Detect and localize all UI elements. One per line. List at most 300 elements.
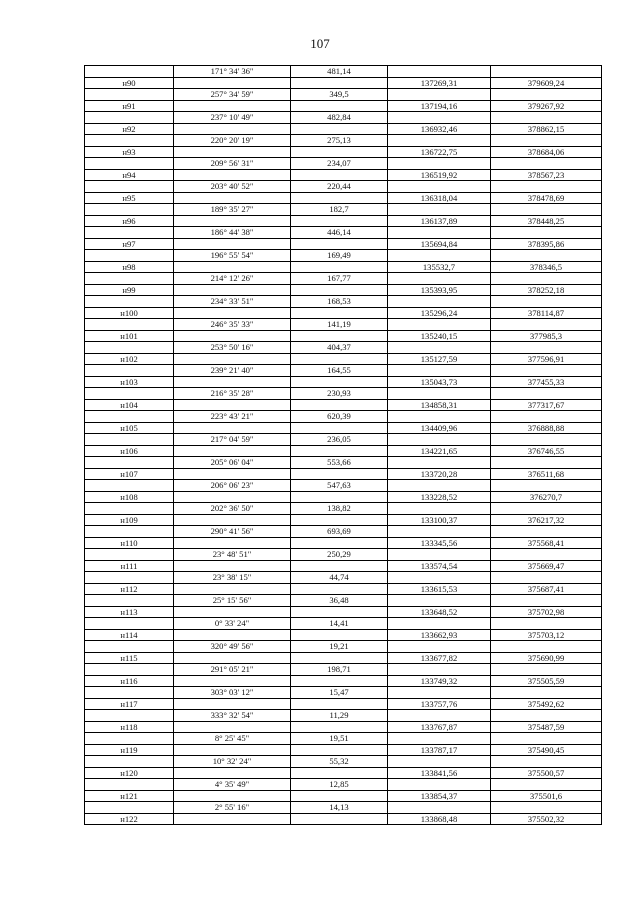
distance-cell: 482,84: [291, 112, 388, 124]
x-coordinate-cell: 133854,37: [388, 790, 491, 802]
point-row: [85, 629, 602, 641]
x-coordinate-cell: 135240,15: [388, 330, 491, 342]
distance-cell: [291, 721, 388, 733]
distance-cell: 230,93: [291, 388, 388, 400]
distance-cell: [291, 77, 388, 89]
angle-cell: [174, 307, 291, 319]
point-name-cell: н110: [85, 537, 174, 549]
segment-row: [85, 457, 602, 469]
point-row: [85, 192, 602, 204]
angle-cell: [174, 537, 291, 549]
point-row: [85, 376, 602, 388]
distance-cell: [291, 491, 388, 503]
y-coordinate-cell: 375703,12: [491, 629, 602, 641]
y-coordinate-cell: [491, 733, 602, 745]
angle-cell: 25° 15' 56": [174, 595, 291, 607]
x-coordinate-cell: [388, 411, 491, 423]
x-coordinate-cell: 133574,54: [388, 560, 491, 572]
point-name-cell: [85, 365, 174, 377]
segment-row: [85, 618, 602, 630]
angle-cell: [174, 468, 291, 480]
distance-cell: 141,19: [291, 319, 388, 331]
y-coordinate-cell: 378478,69: [491, 192, 602, 204]
x-coordinate-cell: 133345,56: [388, 537, 491, 549]
point-name-cell: н106: [85, 445, 174, 457]
distance-cell: [291, 123, 388, 135]
point-row: [85, 422, 602, 434]
point-row: [85, 100, 602, 112]
point-row: [85, 238, 602, 250]
y-coordinate-cell: [491, 779, 602, 791]
x-coordinate-cell: 133767,87: [388, 721, 491, 733]
y-coordinate-cell: 375505,59: [491, 675, 602, 687]
point-name-cell: н93: [85, 146, 174, 158]
distance-cell: [291, 330, 388, 342]
y-coordinate-cell: 376746,55: [491, 445, 602, 457]
y-coordinate-cell: 375502,32: [491, 813, 602, 825]
angle-cell: 203° 40' 52": [174, 181, 291, 193]
x-coordinate-cell: [388, 756, 491, 768]
x-coordinate-cell: [388, 664, 491, 676]
point-row: [85, 353, 602, 365]
x-coordinate-cell: [388, 503, 491, 515]
angle-cell: [174, 353, 291, 365]
y-coordinate-cell: 375568,41: [491, 537, 602, 549]
x-coordinate-cell: [388, 687, 491, 699]
distance-cell: 12,85: [291, 779, 388, 791]
angle-cell: 217° 04' 59": [174, 434, 291, 446]
angle-cell: 189° 35' 27": [174, 204, 291, 216]
point-name-cell: н116: [85, 675, 174, 687]
point-name-cell: [85, 388, 174, 400]
distance-cell: [291, 307, 388, 319]
point-name-cell: н99: [85, 284, 174, 296]
point-name-cell: н109: [85, 514, 174, 526]
angle-cell: 202° 36' 50": [174, 503, 291, 515]
y-coordinate-cell: [491, 595, 602, 607]
distance-cell: 220,44: [291, 181, 388, 193]
point-row: [85, 514, 602, 526]
point-row: [85, 284, 602, 296]
y-coordinate-cell: 377985,3: [491, 330, 602, 342]
distance-cell: [291, 514, 388, 526]
distance-cell: [291, 192, 388, 204]
point-name-cell: [85, 457, 174, 469]
point-row: [85, 721, 602, 733]
segment-row: [85, 89, 602, 101]
point-row: [85, 123, 602, 135]
distance-cell: [291, 606, 388, 618]
segment-row: [85, 388, 602, 400]
distance-cell: 14,41: [291, 618, 388, 630]
point-name-cell: н115: [85, 652, 174, 664]
angle-cell: [174, 675, 291, 687]
distance-cell: 19,51: [291, 733, 388, 745]
x-coordinate-cell: 135393,95: [388, 284, 491, 296]
point-row: [85, 813, 602, 825]
segment-row: [85, 572, 602, 584]
y-coordinate-cell: 378567,23: [491, 169, 602, 181]
point-name-cell: н122: [85, 813, 174, 825]
x-coordinate-cell: [388, 227, 491, 239]
y-coordinate-cell: 377596,91: [491, 353, 602, 365]
point-row: [85, 790, 602, 802]
point-row: [85, 537, 602, 549]
angle-cell: 234° 33' 51": [174, 296, 291, 308]
distance-cell: 15,47: [291, 687, 388, 699]
distance-cell: [291, 353, 388, 365]
x-coordinate-cell: 134858,31: [388, 399, 491, 411]
point-name-cell: [85, 434, 174, 446]
x-coordinate-cell: 135043,73: [388, 376, 491, 388]
distance-cell: 275,13: [291, 135, 388, 147]
segment-row: [85, 204, 602, 216]
distance-cell: [291, 238, 388, 250]
x-coordinate-cell: [388, 250, 491, 262]
point-name-cell: [85, 641, 174, 653]
x-coordinate-cell: 133100,37: [388, 514, 491, 526]
distance-cell: 693,69: [291, 526, 388, 538]
distance-cell: [291, 376, 388, 388]
point-name-cell: [85, 549, 174, 561]
angle-cell: 196° 55' 54": [174, 250, 291, 262]
x-coordinate-cell: 135694,84: [388, 238, 491, 250]
point-name-cell: [85, 227, 174, 239]
x-coordinate-cell: [388, 480, 491, 492]
angle-cell: [174, 652, 291, 664]
y-coordinate-cell: [491, 204, 602, 216]
angle-cell: 171° 34' 36": [174, 66, 291, 78]
point-row: [85, 744, 602, 756]
y-coordinate-cell: [491, 342, 602, 354]
x-coordinate-cell: 133757,76: [388, 698, 491, 710]
distance-cell: [291, 399, 388, 411]
point-name-cell: н96: [85, 215, 174, 227]
coordinates-table-body: [85, 66, 602, 825]
y-coordinate-cell: 377317,67: [491, 399, 602, 411]
x-coordinate-cell: 133662,93: [388, 629, 491, 641]
distance-cell: 169,49: [291, 250, 388, 262]
point-row: [85, 146, 602, 158]
segment-row: [85, 503, 602, 515]
point-name-cell: [85, 710, 174, 722]
y-coordinate-cell: [491, 112, 602, 124]
distance-cell: [291, 100, 388, 112]
distance-cell: 19,21: [291, 641, 388, 653]
y-coordinate-cell: [491, 411, 602, 423]
y-coordinate-cell: 375702,98: [491, 606, 602, 618]
x-coordinate-cell: [388, 296, 491, 308]
point-name-cell: [85, 411, 174, 423]
distance-cell: 198,71: [291, 664, 388, 676]
point-row: [85, 330, 602, 342]
y-coordinate-cell: [491, 319, 602, 331]
angle-cell: 23° 38' 15": [174, 572, 291, 584]
angle-cell: 290° 41' 56": [174, 526, 291, 538]
segment-row: [85, 227, 602, 239]
angle-cell: [174, 790, 291, 802]
point-name-cell: н101: [85, 330, 174, 342]
distance-cell: 168,53: [291, 296, 388, 308]
angle-cell: [174, 813, 291, 825]
angle-cell: [174, 445, 291, 457]
x-coordinate-cell: 134409,96: [388, 422, 491, 434]
x-coordinate-cell: [388, 641, 491, 653]
distance-cell: [291, 146, 388, 158]
y-coordinate-cell: 375501,6: [491, 790, 602, 802]
point-row: [85, 491, 602, 503]
point-row: [85, 583, 602, 595]
y-coordinate-cell: 377455,33: [491, 376, 602, 388]
point-name-cell: н114: [85, 629, 174, 641]
point-name-cell: н98: [85, 261, 174, 273]
distance-cell: 620,39: [291, 411, 388, 423]
segment-row: [85, 250, 602, 262]
point-name-cell: н111: [85, 560, 174, 572]
point-row: [85, 261, 602, 273]
point-name-cell: [85, 618, 174, 630]
x-coordinate-cell: [388, 434, 491, 446]
angle-cell: [174, 123, 291, 135]
y-coordinate-cell: [491, 434, 602, 446]
angle-cell: 23° 48' 51": [174, 549, 291, 561]
x-coordinate-cell: [388, 112, 491, 124]
x-coordinate-cell: 137194,16: [388, 100, 491, 112]
x-coordinate-cell: [388, 365, 491, 377]
point-name-cell: [85, 756, 174, 768]
segment-row: [85, 434, 602, 446]
y-coordinate-cell: [491, 503, 602, 515]
angle-cell: [174, 192, 291, 204]
y-coordinate-cell: 375500,57: [491, 767, 602, 779]
y-coordinate-cell: 378114,87: [491, 307, 602, 319]
point-row: [85, 698, 602, 710]
point-name-cell: [85, 342, 174, 354]
angle-cell: [174, 376, 291, 388]
distance-cell: 446,14: [291, 227, 388, 239]
point-name-cell: [85, 480, 174, 492]
point-name-cell: [85, 158, 174, 170]
x-coordinate-cell: 133615,53: [388, 583, 491, 595]
y-coordinate-cell: 378862,15: [491, 123, 602, 135]
distance-cell: [291, 445, 388, 457]
x-coordinate-cell: 133841,56: [388, 767, 491, 779]
point-name-cell: [85, 572, 174, 584]
x-coordinate-cell: [388, 158, 491, 170]
x-coordinate-cell: [388, 66, 491, 78]
point-row: [85, 307, 602, 319]
angle-cell: 237° 10' 49": [174, 112, 291, 124]
point-name-cell: н108: [85, 491, 174, 503]
angle-cell: 206° 06' 23": [174, 480, 291, 492]
distance-cell: 349,5: [291, 89, 388, 101]
point-name-cell: н118: [85, 721, 174, 733]
x-coordinate-cell: [388, 802, 491, 814]
angle-cell: 216° 35' 28": [174, 388, 291, 400]
point-name-cell: [85, 181, 174, 193]
angle-cell: [174, 238, 291, 250]
x-coordinate-cell: [388, 526, 491, 538]
segment-row: [85, 802, 602, 814]
segment-row: [85, 181, 602, 193]
point-name-cell: н90: [85, 77, 174, 89]
segment-row: [85, 319, 602, 331]
point-name-cell: [85, 733, 174, 745]
point-name-cell: [85, 319, 174, 331]
point-row: [85, 399, 602, 411]
angle-cell: 8° 25' 45": [174, 733, 291, 745]
segment-row: [85, 296, 602, 308]
y-coordinate-cell: [491, 250, 602, 262]
y-coordinate-cell: [491, 687, 602, 699]
angle-cell: [174, 330, 291, 342]
point-name-cell: [85, 526, 174, 538]
segment-row: [85, 733, 602, 745]
distance-cell: [291, 537, 388, 549]
distance-cell: [291, 261, 388, 273]
x-coordinate-cell: 137269,31: [388, 77, 491, 89]
angle-cell: [174, 146, 291, 158]
distance-cell: [291, 583, 388, 595]
x-coordinate-cell: [388, 273, 491, 285]
point-row: [85, 560, 602, 572]
distance-cell: 138,82: [291, 503, 388, 515]
point-name-cell: н112: [85, 583, 174, 595]
y-coordinate-cell: [491, 365, 602, 377]
angle-cell: [174, 744, 291, 756]
distance-cell: [291, 698, 388, 710]
segment-row: [85, 112, 602, 124]
point-row: [85, 767, 602, 779]
y-coordinate-cell: [491, 710, 602, 722]
segment-row: [85, 66, 602, 78]
angle-cell: 246° 35' 33": [174, 319, 291, 331]
angle-cell: 303° 03' 12": [174, 687, 291, 699]
distance-cell: [291, 813, 388, 825]
segment-row: [85, 595, 602, 607]
point-name-cell: н117: [85, 698, 174, 710]
y-coordinate-cell: [491, 296, 602, 308]
angle-cell: 209° 56' 31": [174, 158, 291, 170]
distance-cell: 250,29: [291, 549, 388, 561]
point-row: [85, 169, 602, 181]
y-coordinate-cell: 378252,18: [491, 284, 602, 296]
y-coordinate-cell: 376511,68: [491, 468, 602, 480]
y-coordinate-cell: [491, 89, 602, 101]
angle-cell: 320° 49' 56": [174, 641, 291, 653]
point-name-cell: н97: [85, 238, 174, 250]
y-coordinate-cell: [491, 549, 602, 561]
point-row: [85, 445, 602, 457]
x-coordinate-cell: [388, 181, 491, 193]
angle-cell: 333° 32' 54": [174, 710, 291, 722]
segment-row: [85, 779, 602, 791]
distance-cell: 404,37: [291, 342, 388, 354]
distance-cell: 481,14: [291, 66, 388, 78]
y-coordinate-cell: 376217,32: [491, 514, 602, 526]
distance-cell: 167,77: [291, 273, 388, 285]
point-name-cell: н102: [85, 353, 174, 365]
point-name-cell: [85, 802, 174, 814]
distance-cell: [291, 468, 388, 480]
distance-cell: 55,32: [291, 756, 388, 768]
x-coordinate-cell: 133720,28: [388, 468, 491, 480]
y-coordinate-cell: 379267,92: [491, 100, 602, 112]
point-name-cell: [85, 687, 174, 699]
y-coordinate-cell: 376270,7: [491, 491, 602, 503]
point-name-cell: н103: [85, 376, 174, 388]
y-coordinate-cell: [491, 227, 602, 239]
x-coordinate-cell: [388, 572, 491, 584]
point-name-cell: н105: [85, 422, 174, 434]
angle-cell: 2° 55' 16": [174, 802, 291, 814]
x-coordinate-cell: [388, 204, 491, 216]
distance-cell: 182,7: [291, 204, 388, 216]
angle-cell: [174, 215, 291, 227]
segment-row: [85, 273, 602, 285]
x-coordinate-cell: 134221,65: [388, 445, 491, 457]
point-name-cell: н120: [85, 767, 174, 779]
point-name-cell: н95: [85, 192, 174, 204]
x-coordinate-cell: 136519,92: [388, 169, 491, 181]
distance-cell: [291, 790, 388, 802]
distance-cell: 236,05: [291, 434, 388, 446]
y-coordinate-cell: 376888,88: [491, 422, 602, 434]
segment-row: [85, 342, 602, 354]
distance-cell: 164,55: [291, 365, 388, 377]
point-name-cell: [85, 204, 174, 216]
distance-cell: [291, 744, 388, 756]
y-coordinate-cell: 375492,62: [491, 698, 602, 710]
x-coordinate-cell: 136932,46: [388, 123, 491, 135]
angle-cell: 223° 43' 21": [174, 411, 291, 423]
point-name-cell: н121: [85, 790, 174, 802]
distance-cell: [291, 560, 388, 572]
segment-row: [85, 756, 602, 768]
angle-cell: [174, 514, 291, 526]
point-row: [85, 77, 602, 89]
angle-cell: 0° 33' 24": [174, 618, 291, 630]
point-name-cell: [85, 89, 174, 101]
angle-cell: [174, 629, 291, 641]
y-coordinate-cell: [491, 135, 602, 147]
distance-cell: [291, 767, 388, 779]
point-name-cell: [85, 779, 174, 791]
segment-row: [85, 480, 602, 492]
angle-cell: [174, 169, 291, 181]
x-coordinate-cell: 133677,82: [388, 652, 491, 664]
distance-cell: [291, 422, 388, 434]
x-coordinate-cell: [388, 618, 491, 630]
angle-cell: [174, 583, 291, 595]
x-coordinate-cell: [388, 89, 491, 101]
y-coordinate-cell: 378346,5: [491, 261, 602, 273]
angle-cell: [174, 698, 291, 710]
y-coordinate-cell: [491, 457, 602, 469]
point-name-cell: н94: [85, 169, 174, 181]
point-row: [85, 215, 602, 227]
y-coordinate-cell: 375487,59: [491, 721, 602, 733]
distance-cell: [291, 652, 388, 664]
point-name-cell: н119: [85, 744, 174, 756]
point-name-cell: [85, 664, 174, 676]
point-row: [85, 606, 602, 618]
y-coordinate-cell: [491, 158, 602, 170]
y-coordinate-cell: [491, 618, 602, 630]
x-coordinate-cell: [388, 342, 491, 354]
angle-cell: [174, 721, 291, 733]
point-row: [85, 675, 602, 687]
